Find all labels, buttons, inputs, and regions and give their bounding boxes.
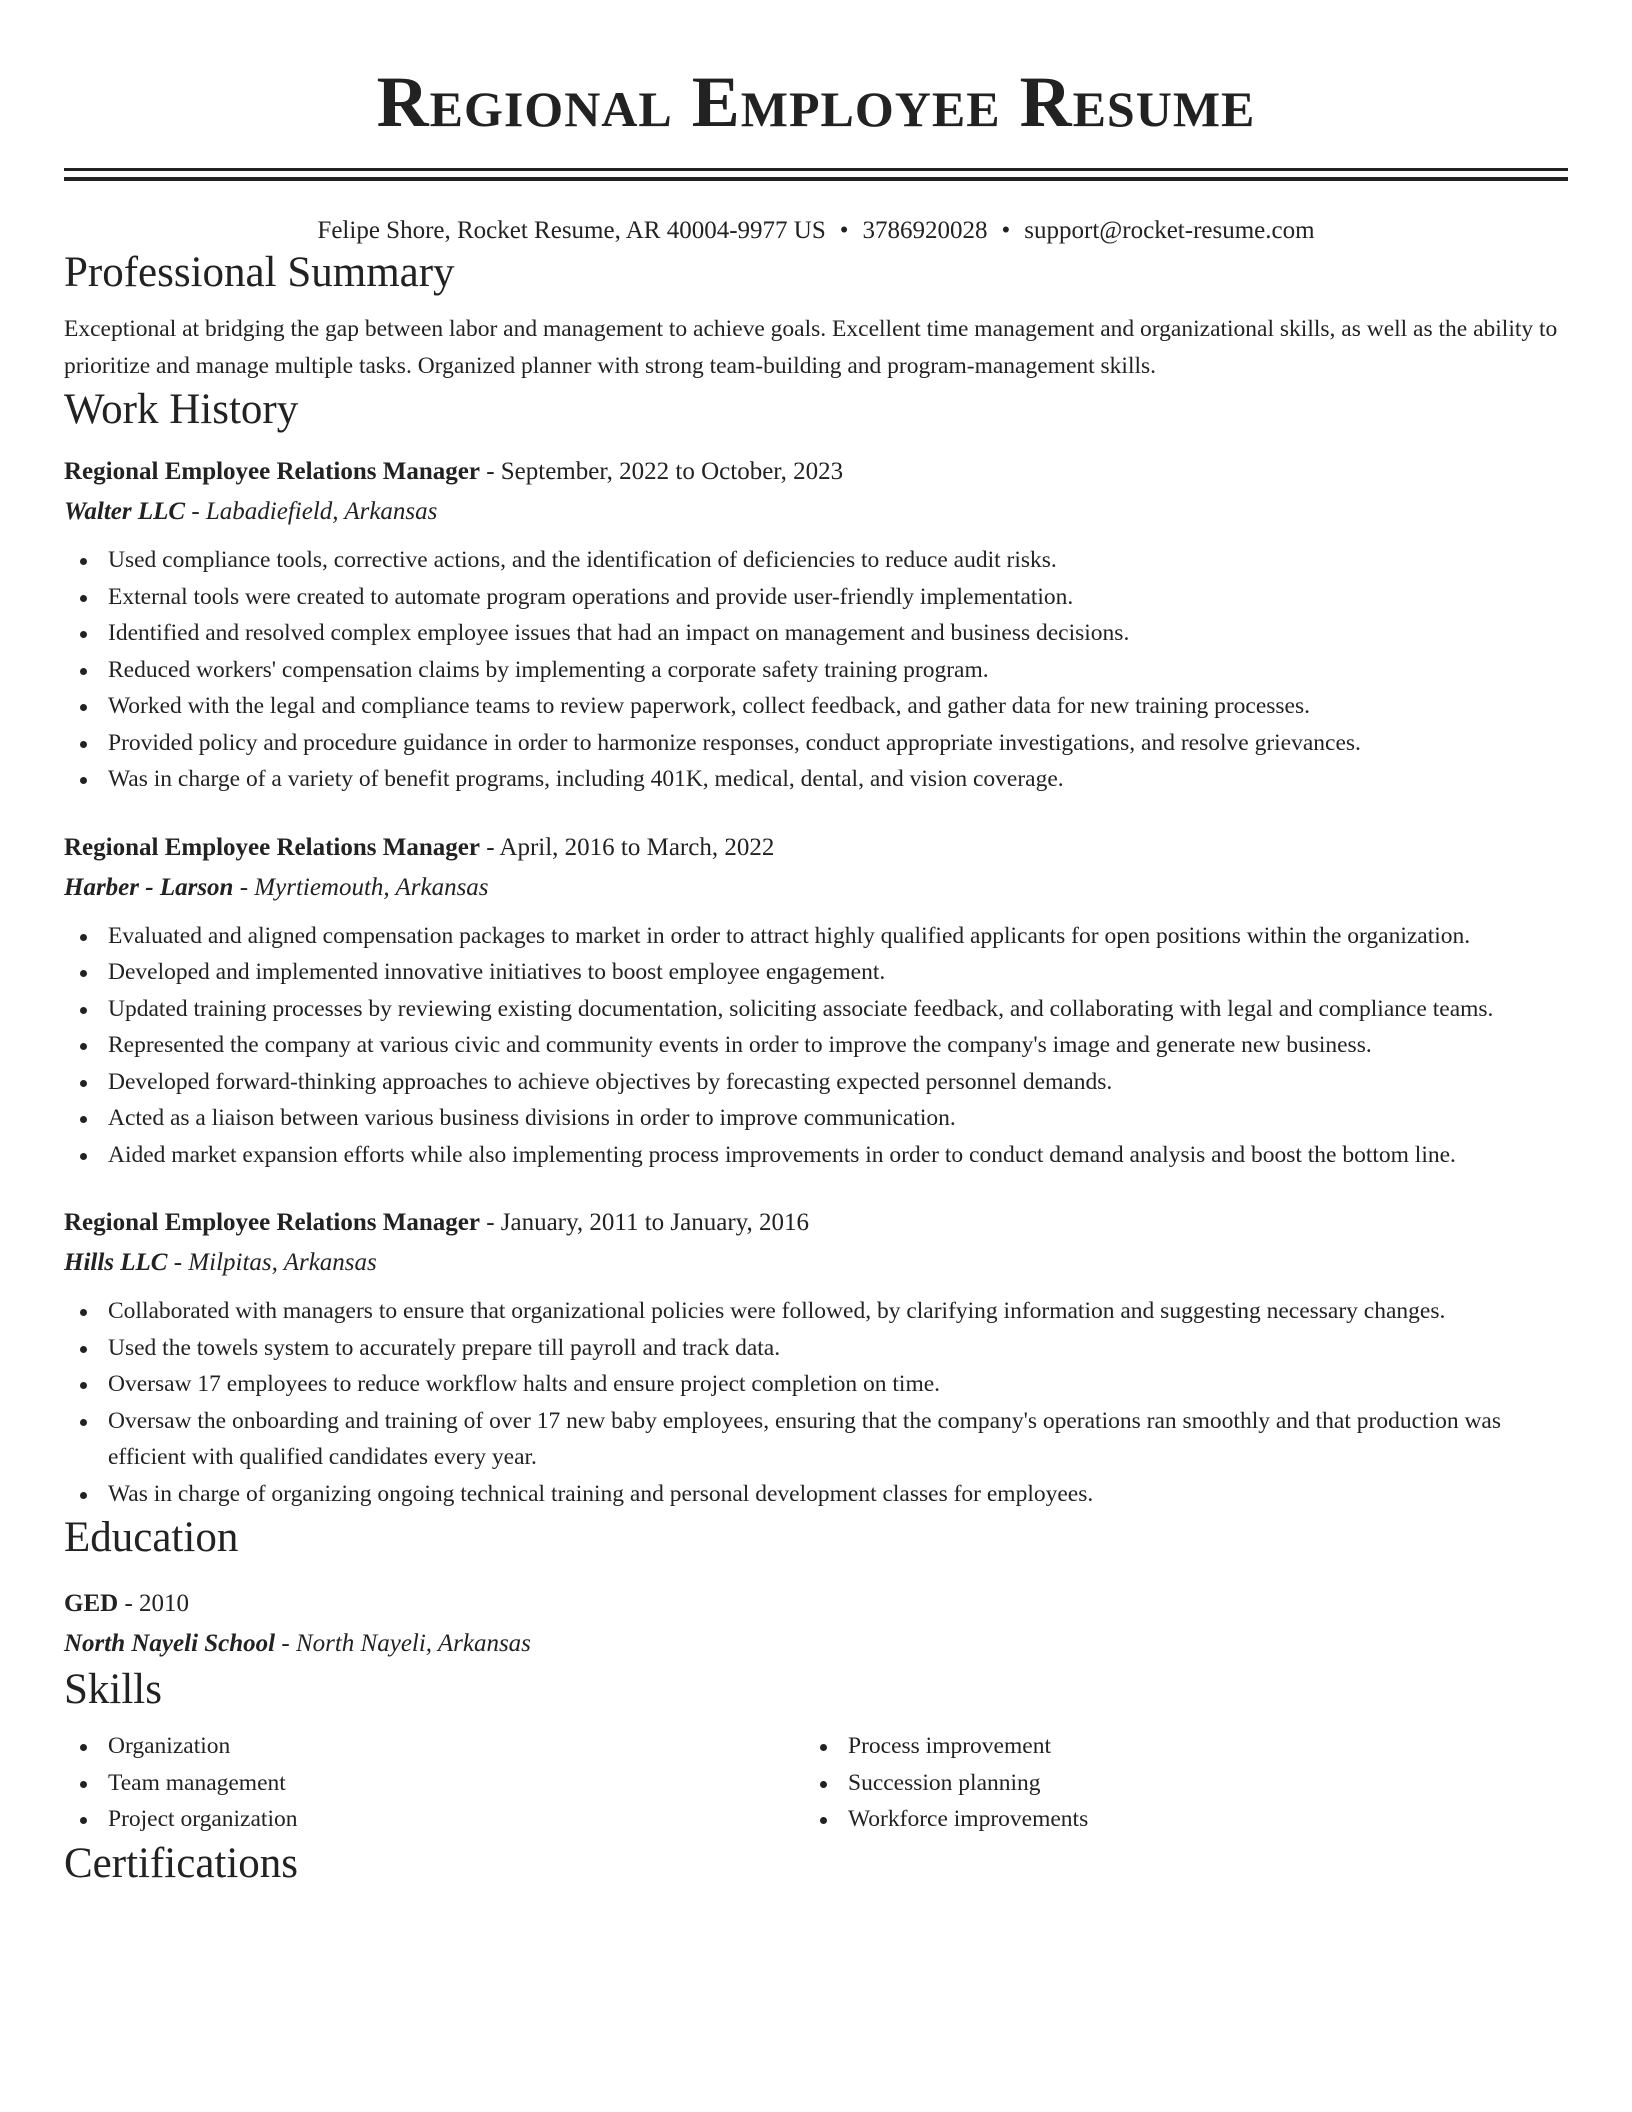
job-title: Regional Employee Relations Manager (64, 1209, 480, 1236)
title-divider-thin (64, 168, 1568, 171)
job-title: Regional Employee Relations Manager (64, 833, 480, 861)
job-title-line (64, 1203, 1568, 1243)
job-bullets (64, 918, 1568, 1174)
list-item: Updated training processes by reviewing existing documentation, soliciting associate feedback, and collaborating with legal and compliance teams. (64, 991, 1568, 1028)
job-location: - Myrtiemouth, Arkansas (233, 873, 489, 901)
skills-column-left (64, 1728, 804, 1838)
education-degree-line (64, 1584, 1568, 1624)
education-year: - 2010 (118, 1590, 190, 1617)
list-item: Collaborated with managers to ensure that organizational policies were followed, by clarifying information and suggesting necessary changes. (64, 1293, 1568, 1330)
job-location: - Labadiefield, Arkansas (185, 498, 438, 525)
job-company-line (64, 492, 1568, 532)
contact-separator: • (839, 217, 849, 244)
summary-heading: Professional Summary (64, 249, 455, 296)
list-item: Acted as a liaison between various business divisions in order to improve communication. (64, 1100, 1568, 1137)
title-divider-thick (64, 177, 1568, 181)
certifications-heading: Certifications (64, 1839, 299, 1887)
education-location: - North Nayeli, Arkansas (275, 1630, 531, 1657)
resume-page (64, 0, 1568, 1890)
job-company: Walter LLC (64, 498, 186, 525)
job-entry (64, 1203, 1568, 1512)
list-item: Used compliance tools, corrective actions, and the identification of deficiencies to reduce audit risks. (64, 542, 1568, 579)
skill-item: Team management (64, 1765, 804, 1802)
contact-line (64, 215, 1568, 247)
education-degree: GED (64, 1590, 119, 1617)
education-entry (64, 1584, 1568, 1664)
job-entry (64, 828, 1568, 1174)
contact-phone: 3786920028 (862, 217, 988, 244)
list-item: Provided policy and procedure guidance in order to harmonize responses, conduct appropriate investigations, and resolve grievances. (64, 725, 1568, 762)
list-item: Represented the company at various civic and community events in order to improve the company's image and generate new business. (64, 1027, 1568, 1064)
job-company: Hills LLC (64, 1249, 168, 1276)
job-location: - Milpitas, Arkansas (167, 1249, 377, 1276)
contact-address: Felipe Shore, Rocket Resume, AR 40004-9977 US (317, 217, 826, 244)
list-item: Evaluated and aligned compensation packages to market in order to attract highly qualified applicants for open positions within the organization. (64, 918, 1568, 955)
contact-email: support@rocket-resume.com (1024, 217, 1315, 244)
skill-item: Project organization (64, 1801, 804, 1838)
skill-item: Succession planning (804, 1765, 1544, 1802)
skill-item: Workforce improvements (804, 1801, 1544, 1838)
list-item: Was in charge of a variety of benefit programs, including 401K, medical, dental, and vision coverage. (64, 761, 1568, 798)
job-company-line (64, 868, 1568, 908)
job-dates: - April, 2016 to March, 2022 (479, 833, 775, 861)
resume-title: Regional Employee Resume (376, 62, 1256, 142)
work-history-heading: Work History (64, 386, 299, 433)
skill-item: Process improvement (804, 1728, 1544, 1765)
skill-item: Organization (64, 1728, 804, 1765)
list-item: Oversaw the onboarding and training of over 17 new baby employees, ensuring that the company's operations ran smoothly and that production was efficient with qualified candidates every year. (64, 1403, 1568, 1476)
skills-heading: Skills (64, 1666, 162, 1713)
education-heading: Education (64, 1514, 239, 1561)
job-title-line (64, 452, 1568, 492)
list-item: Used the towels system to accurately prepare till payroll and track data. (64, 1330, 1568, 1367)
education-school: North Nayeli School (64, 1630, 276, 1657)
list-item: Identified and resolved complex employee issues that had an impact on management and business decisions. (64, 615, 1568, 652)
job-dates: - September, 2022 to October, 2023 (479, 458, 844, 485)
job-bullets (64, 1293, 1568, 1512)
job-dates: - January, 2011 to January, 2016 (479, 1209, 810, 1236)
job-company-line (64, 1243, 1568, 1283)
list-item: External tools were created to automate program operations and provide user-friendly implementation. (64, 579, 1568, 616)
job-bullets (64, 542, 1568, 798)
list-item: Aided market expansion efforts while also implementing process improvements in order to conduct demand analysis and boost the bottom line. (64, 1137, 1568, 1174)
list-item: Oversaw 17 employees to reduce workflow halts and ensure project completion on time. (64, 1366, 1568, 1403)
contact-separator: • (1001, 217, 1011, 244)
list-item: Developed and implemented innovative initiatives to boost employee engagement. (64, 954, 1568, 991)
list-item: Developed forward-thinking approaches to achieve objectives by forecasting expected personnel demands. (64, 1064, 1568, 1101)
skills-column-right (804, 1728, 1544, 1838)
job-entry (64, 452, 1568, 798)
job-title: Regional Employee Relations Manager (64, 458, 480, 485)
list-item: Was in charge of organizing ongoing technical training and personal development classes for employees. (64, 1476, 1568, 1513)
summary-text: Exceptional at bridging the gap between labor and management to achieve goals. Excellent time management and organizational skills, as well as the ability to prioritize and manage multiple tasks. Organized planner with strong team-building and program-management skills. (64, 316, 1558, 379)
list-item: Worked with the legal and compliance teams to review paperwork, collect feedback, and gather data for new training processes. (64, 688, 1568, 725)
list-item: Reduced workers' compensation claims by implementing a corporate safety training program. (64, 652, 1568, 689)
skills-list (64, 1728, 1568, 1838)
job-company: Harber - Larson (64, 873, 234, 901)
job-title-line (64, 828, 1568, 868)
education-school-line (64, 1624, 1568, 1664)
